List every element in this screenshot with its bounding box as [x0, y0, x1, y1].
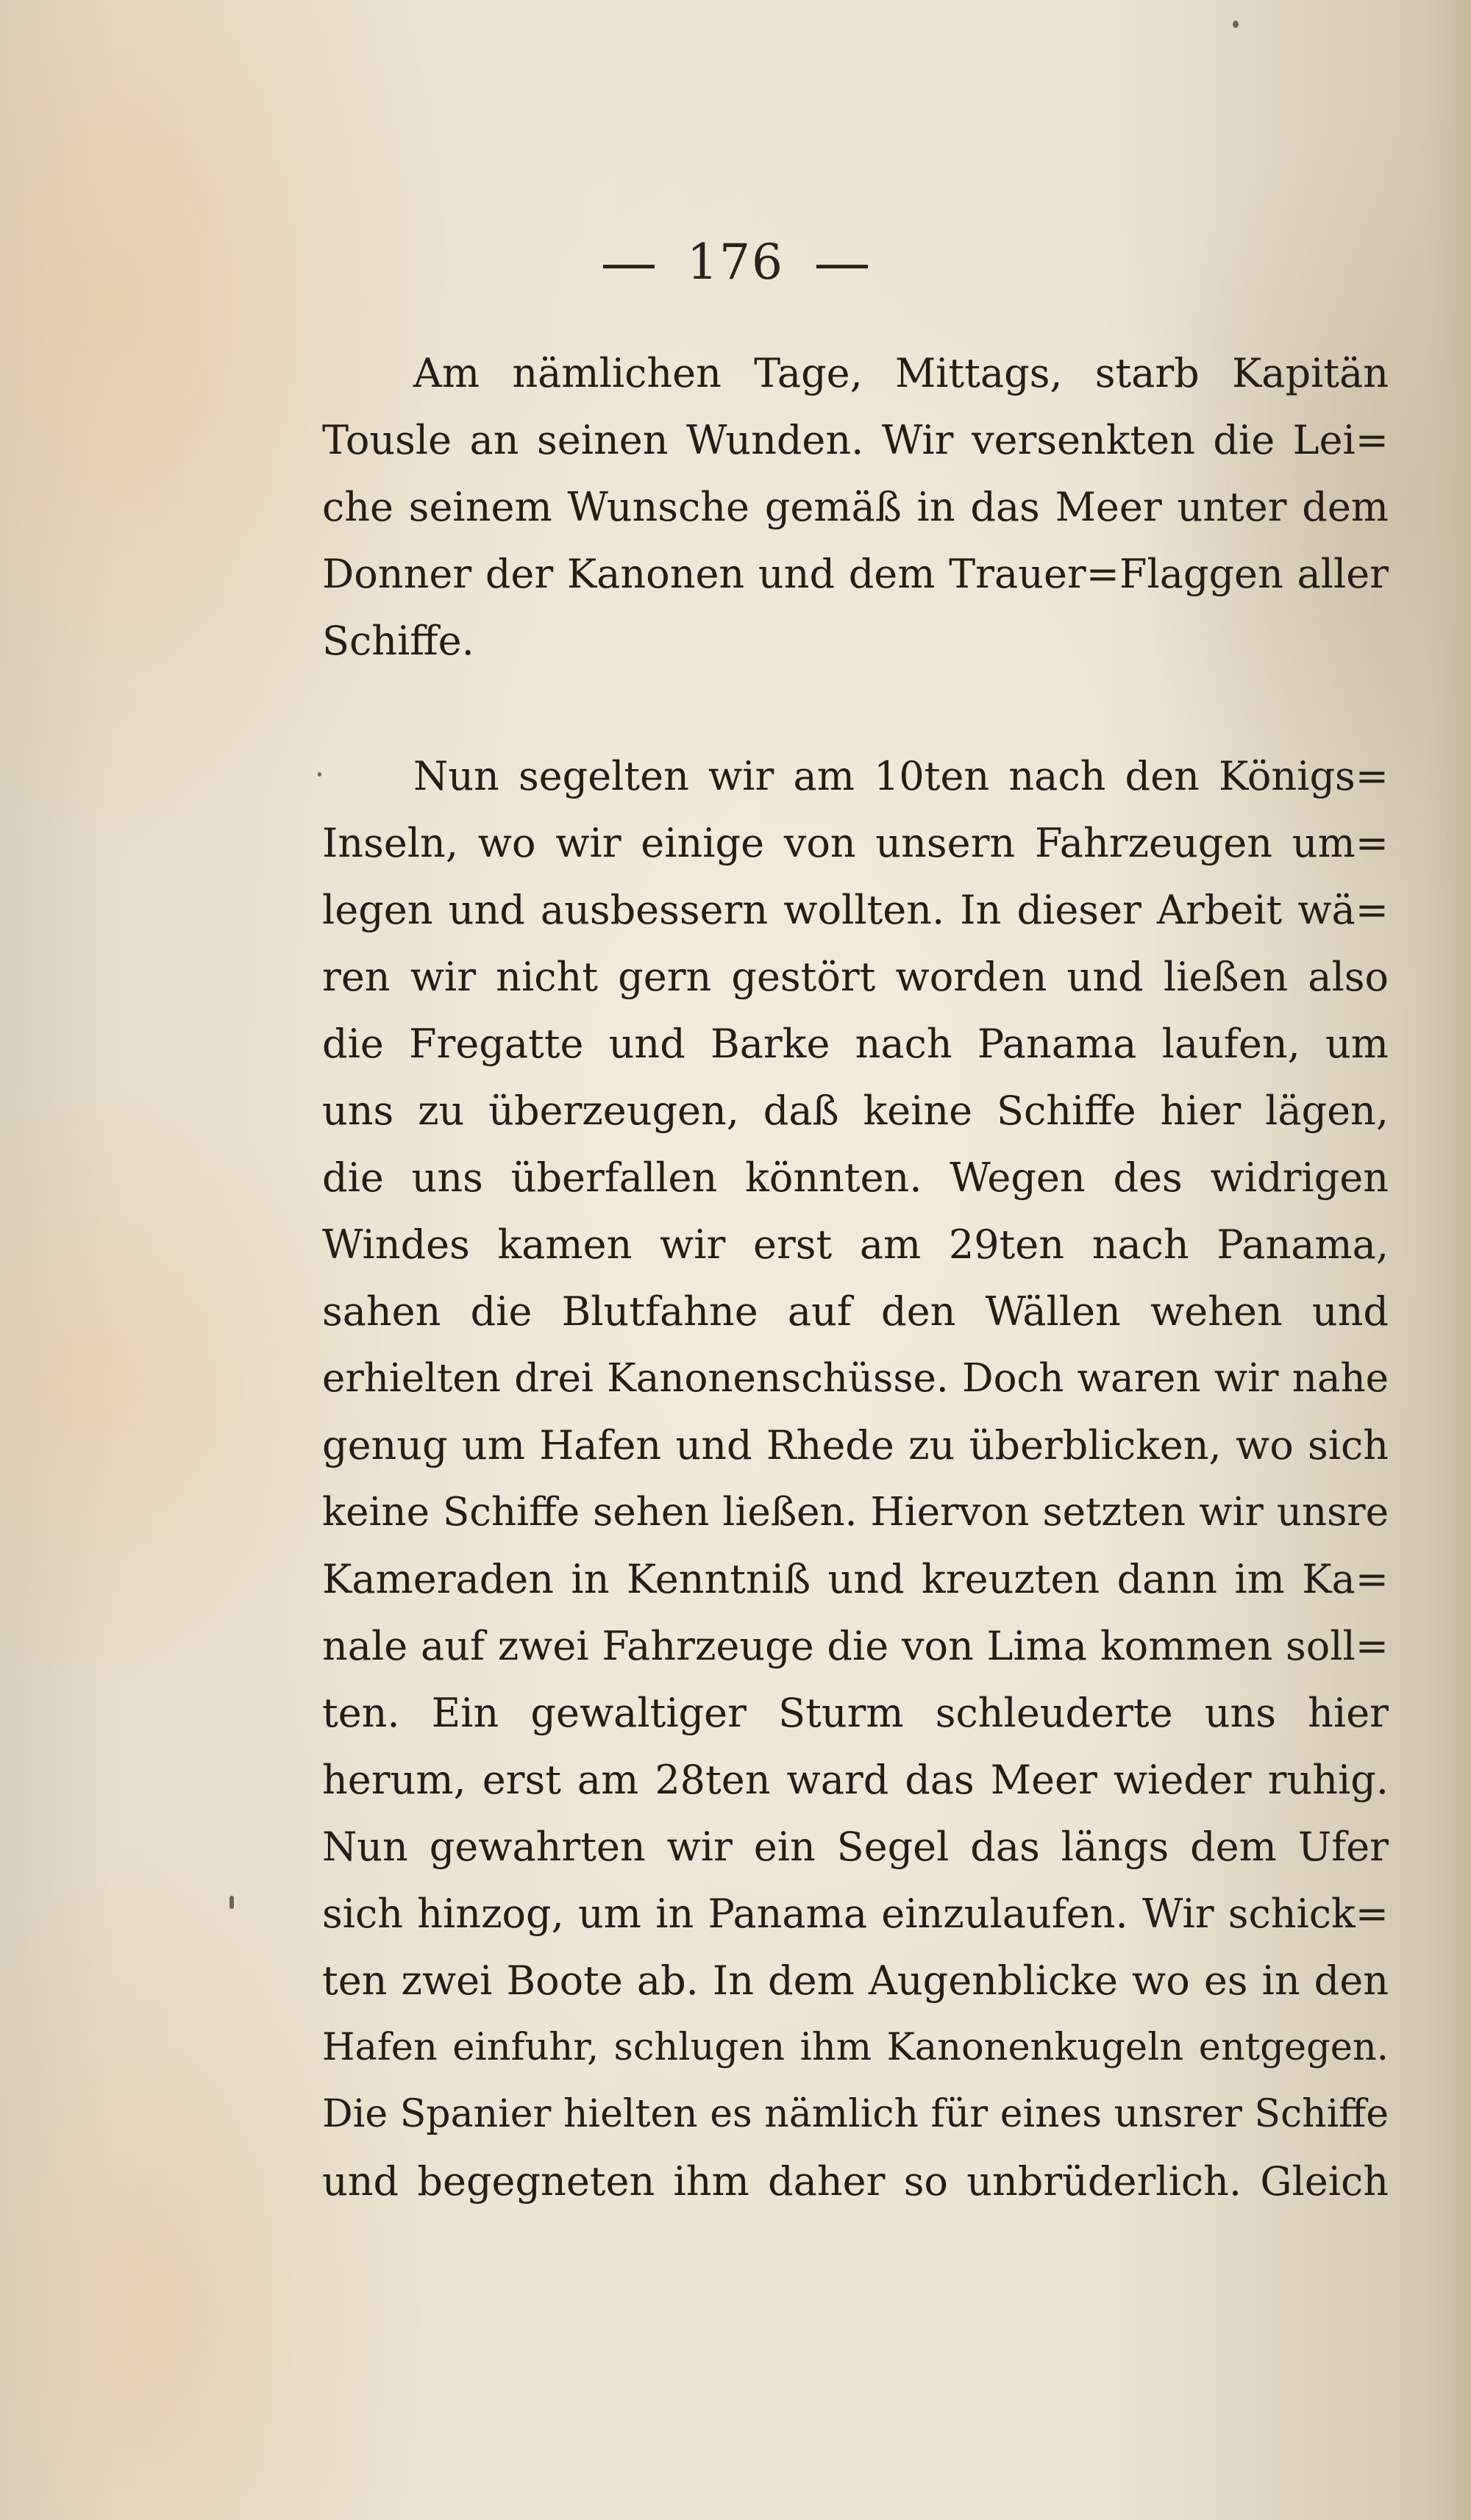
- text-line: nale auf zwei Fahrzeuge die von Lima kommen soll=: [322, 1623, 1389, 1669]
- text-line: genug um Hafen und Rhede zu überblicken, wo sich: [322, 1422, 1389, 1468]
- paper-speck: [229, 1896, 234, 1909]
- page-number: [0, 234, 1471, 290]
- text-line: erhielten drei Kanonenschüsse. Doch waren wir nahe: [322, 1356, 1389, 1401]
- text-line: die uns überfallen könnten. Wegen des widrigen: [322, 1154, 1389, 1201]
- paragraph-2: [322, 743, 1389, 2215]
- text-line: Inseln, wo wir einige von unsern Fahrzeugen um=: [322, 820, 1389, 866]
- text-line: herum, erst am 28ten ward das Meer wieder ruhig.: [322, 1757, 1389, 1803]
- text-line: uns zu überzeugen, daß keine Schiffe hier lägen,: [322, 1088, 1389, 1134]
- text-line: sich hinzog, um in Panama einzulaufen. Wir schick=: [322, 1891, 1389, 1937]
- text-line: die Fregatte und Barke nach Panama laufen, um: [322, 1021, 1389, 1067]
- text-line: Schiffe.: [322, 618, 474, 664]
- text-line: sahen die Blutfahne auf den Wällen wehen und: [322, 1288, 1389, 1335]
- text-line: Hafen einfuhr, schlugen ihm Kanonenkugeln entgegen.: [322, 2026, 1389, 2069]
- paragraph-1: [322, 340, 1389, 674]
- text-line: und begegneten ihm daher so unbrüderlich. Gleich: [322, 2158, 1389, 2205]
- page-number-left-dash: [603, 265, 655, 268]
- text-line: Tousle an seinen Wunden. Wir versenkten die Lei=: [322, 417, 1389, 463]
- text-line: Nun gewahrten wir ein Segel das längs dem Ufer: [322, 1824, 1389, 1870]
- text-line: ren wir nicht gern gestört worden und ließen also: [322, 954, 1389, 1000]
- text-line: Nun segelten wir am 10ten nach den Königs=: [413, 753, 1389, 799]
- text-line: Windes kamen wir erst am 29ten nach Panama,: [322, 1221, 1389, 1268]
- text-line: ten zwei Boote ab. In dem Augenblicke wo es in den: [322, 1957, 1389, 2004]
- page-number-right-dash: [816, 265, 868, 268]
- text-line: Donner der Kanonen und dem Trauer=Flaggen aller: [322, 551, 1389, 597]
- page-number-value: 176: [687, 234, 784, 290]
- text-line: che seinem Wunsche gemäß in das Meer unter dem: [322, 484, 1389, 530]
- text-line: legen und ausbessern wollten. In dieser Arbeit wä=: [322, 887, 1389, 933]
- paper-speck: [318, 772, 321, 777]
- text-line: ten. Ein gewaltiger Sturm schleuderte uns hier: [322, 1690, 1389, 1736]
- text-line: Kameraden in Kenntniß und kreuzten dann im Ka=: [322, 1556, 1389, 1602]
- paper-speck: [1233, 21, 1239, 28]
- text-line: Am nämlichen Tage, Mittags, starb Kapitän: [413, 350, 1389, 396]
- text-line: Die Spanier hielten es nämlich für eines unsrer Schiffe: [322, 2092, 1389, 2136]
- text-line: keine Schiffe sehen ließen. Hiervon setzten wir unsre: [322, 1490, 1389, 1535]
